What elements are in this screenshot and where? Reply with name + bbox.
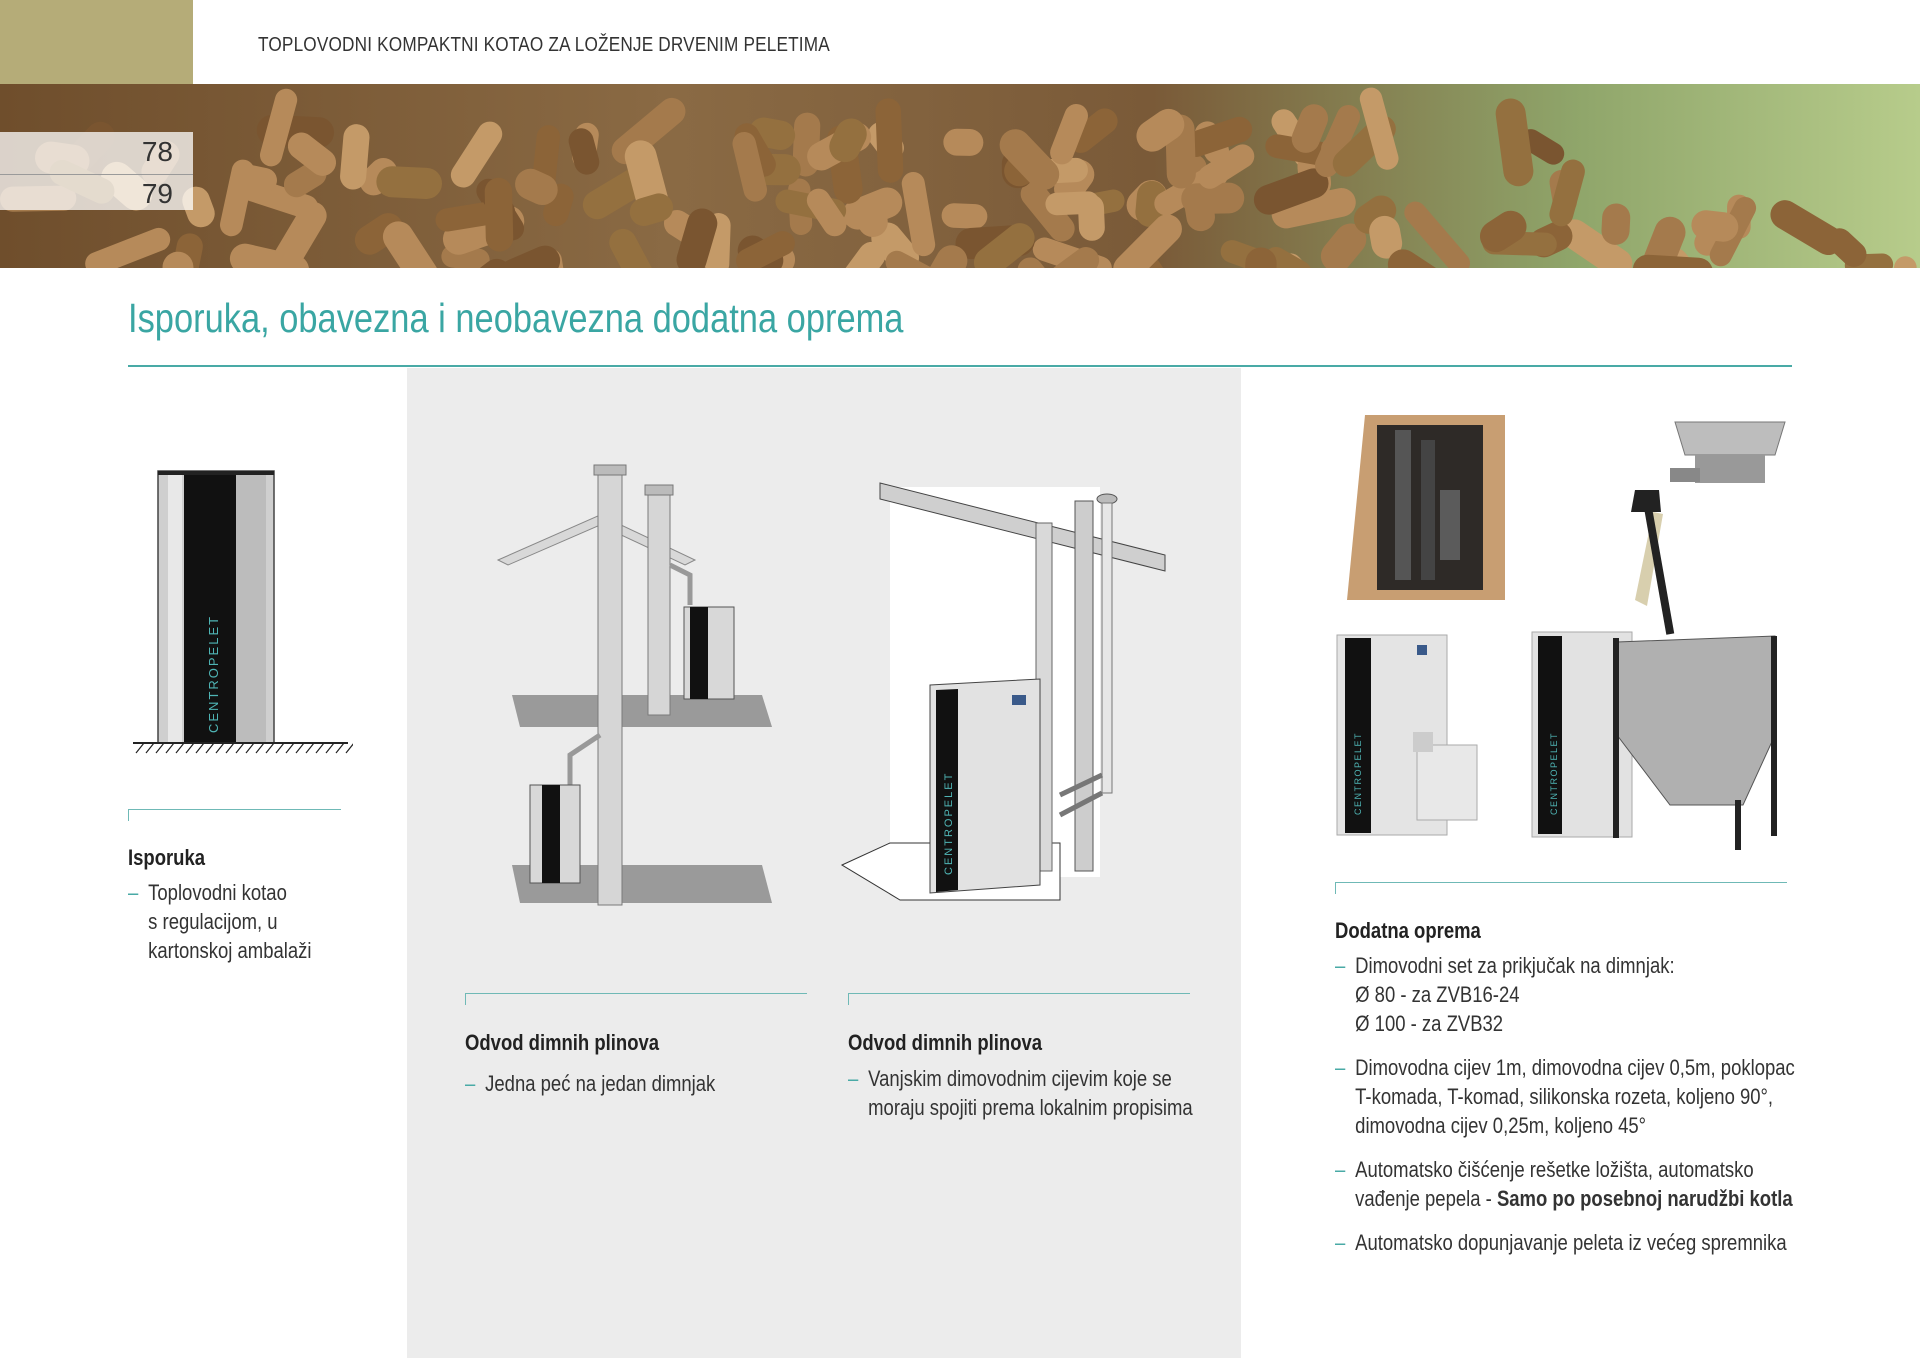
dodatna-item-3-emphasis: Samo po posebnoj narudžbi kotla — [1496, 1186, 1793, 1211]
dodatna-item-1-text: Dimovodni set za prikjučak na dimnjak: Ø 80 - za ZVB16-24 Ø 100 - za ZVB32 — [1355, 953, 1675, 1036]
page-number-right: 79 — [141, 178, 173, 209]
dodatna-oprema-heading: Dodatna oprema — [1335, 918, 1481, 943]
dodatna-item-3-plain: Automatsko čišćenje rešetke ložišta, automatsko vađenje pepela - — [1355, 1157, 1754, 1211]
odvod-item-2: – Vanjskim dimovodnim cijevim koje se moraju spojiti prema lokalnim propisima — [848, 1066, 1193, 1120]
floor-hatch-line — [136, 743, 144, 753]
column-separator — [465, 993, 807, 994]
column-separator — [848, 993, 1190, 994]
boiler-with-ash-box-photo — [1337, 635, 1477, 835]
pellet-shape — [1494, 97, 1535, 188]
boiler-on-floor-illustration — [128, 465, 353, 755]
floor-hatch-line — [206, 743, 214, 753]
floor-hatch-line — [336, 743, 344, 753]
odvod-heading-1: Odvod dimnih plinova — [465, 1030, 660, 1055]
pellet-shape — [484, 177, 513, 251]
pellet-shape — [82, 225, 174, 268]
floor-hatch-line — [286, 743, 294, 753]
pellet-shape — [376, 165, 443, 199]
floor-hatch-line — [276, 743, 284, 753]
floor-hatch-line — [176, 743, 184, 753]
section-title: Isporuka, obavezna i neobavezna dodatna oprema — [128, 295, 904, 341]
running-title: TOPLOVODNI KOMPAKTNI KOTAO ZA LOŽENJE DRVENIM PELETIMA — [258, 34, 830, 56]
header-gold-tab — [0, 0, 193, 84]
boiler-with-pellet-silo-photo — [1532, 490, 1777, 850]
floor-hatch-line — [296, 743, 304, 753]
accessories-photos — [1335, 410, 1790, 850]
dodatna-item-4-text: Automatsko dopunjavanje peleta iz većeg spremnika — [1355, 1230, 1787, 1255]
chimney-set-box-photo — [1347, 415, 1505, 600]
pellet-shape — [941, 203, 988, 229]
odvod-item-1-text: Jedna peć na jedan dimnjak — [485, 1071, 716, 1096]
pellet-shape — [604, 224, 658, 268]
column-separator — [128, 809, 341, 810]
floor-hatch-line — [226, 743, 234, 753]
floor-hatch-line — [236, 743, 244, 753]
pellet-shape — [875, 98, 904, 183]
dodatna-item-2-text: Dimovodna cijev 1m, dimovodna cijev 0,5m, poklopac T-komada, T-komad, silikonska rozeta, koljeno 90°, dimovodna cijev 0,25m, koljeno 45° — [1355, 1055, 1795, 1138]
page-numbers — [0, 132, 193, 210]
auto-cleaning-module-photo — [1670, 422, 1785, 483]
dodatna-item-4: – Automatsko dopunjavanje peleta iz većeg spremnika — [1335, 1230, 1787, 1255]
isporuka-heading: Isporuka — [128, 845, 206, 870]
floor-hatch-line — [326, 743, 334, 753]
floor-hatch-line — [316, 743, 324, 753]
floor-hatch-line — [146, 743, 154, 753]
floor-hatch-line — [246, 743, 254, 753]
column-separator — [1335, 882, 1787, 883]
ash-box-boiler-brand: CENTROPELET — [1353, 731, 1363, 815]
floor-hatch-line — [306, 743, 314, 753]
pellet-shape — [1045, 191, 1100, 216]
floor-hatch-line — [216, 743, 224, 753]
floor-hatch-line — [186, 743, 194, 753]
odvod-item-2-text: Vanjskim dimovodnim cijevim koje se moraju spojiti prema lokalnim propisima — [868, 1066, 1193, 1120]
odvod-heading-2: Odvod dimnih plinova — [848, 1030, 1043, 1055]
dodatna-item-1: – Dimovodni set za prikjučak na dimnjak: Ø 80 - za ZVB16-24 Ø 100 - za ZVB32 — [1335, 953, 1675, 1036]
external-flue-illustration — [840, 475, 1170, 925]
dodatna-item-3: – Automatsko čišćenje rešetke ložišta, automatsko vađenje pepela - Samo po posebnoj narudžbi kotla — [1335, 1157, 1793, 1211]
pellet-banner-image — [0, 84, 1920, 268]
odvod-item-1: – Jedna peć na jedan dimnjak — [465, 1071, 716, 1096]
floor-hatch-line — [156, 743, 164, 753]
dodatna-item-2: – Dimovodna cijev 1m, dimovodna cijev 0,5m, poklopac T-komada, T-komad, silikonska rozeta, koljeno 90°, dimovodna cijev 0,25m, koljeno 45° — [1335, 1055, 1795, 1138]
title-rule — [128, 365, 1792, 367]
silo-boiler-brand: CENTROPELET — [1549, 731, 1559, 815]
page-number-divider — [0, 174, 193, 175]
floor-hatch-line — [196, 743, 204, 753]
boiler-brand-text: CENTROPELET — [206, 614, 221, 733]
pellets-illustration — [0, 84, 1920, 268]
isporuka-item: – Toplovodni kotao s regulacijom, u kartonskoj ambalaži — [128, 880, 312, 963]
external-flue-boiler-brand: CENTROPELET — [943, 771, 955, 875]
chimney-one-per-stove-illustration — [490, 455, 790, 915]
isporuka-item-text: Toplovodni kotao s regulacijom, u kartonskoj ambalaži — [148, 880, 312, 963]
floor-hatch-line — [166, 743, 174, 753]
page-number-left: 78 — [141, 136, 173, 167]
floor-hatch-line — [346, 743, 353, 753]
pellet-shape — [1601, 203, 1631, 246]
pellet-shape — [943, 128, 984, 156]
floor-hatch-line — [256, 743, 264, 753]
dodatna-item-3-text — [1355, 1155, 1792, 1213]
floor-hatch-line — [266, 743, 274, 753]
